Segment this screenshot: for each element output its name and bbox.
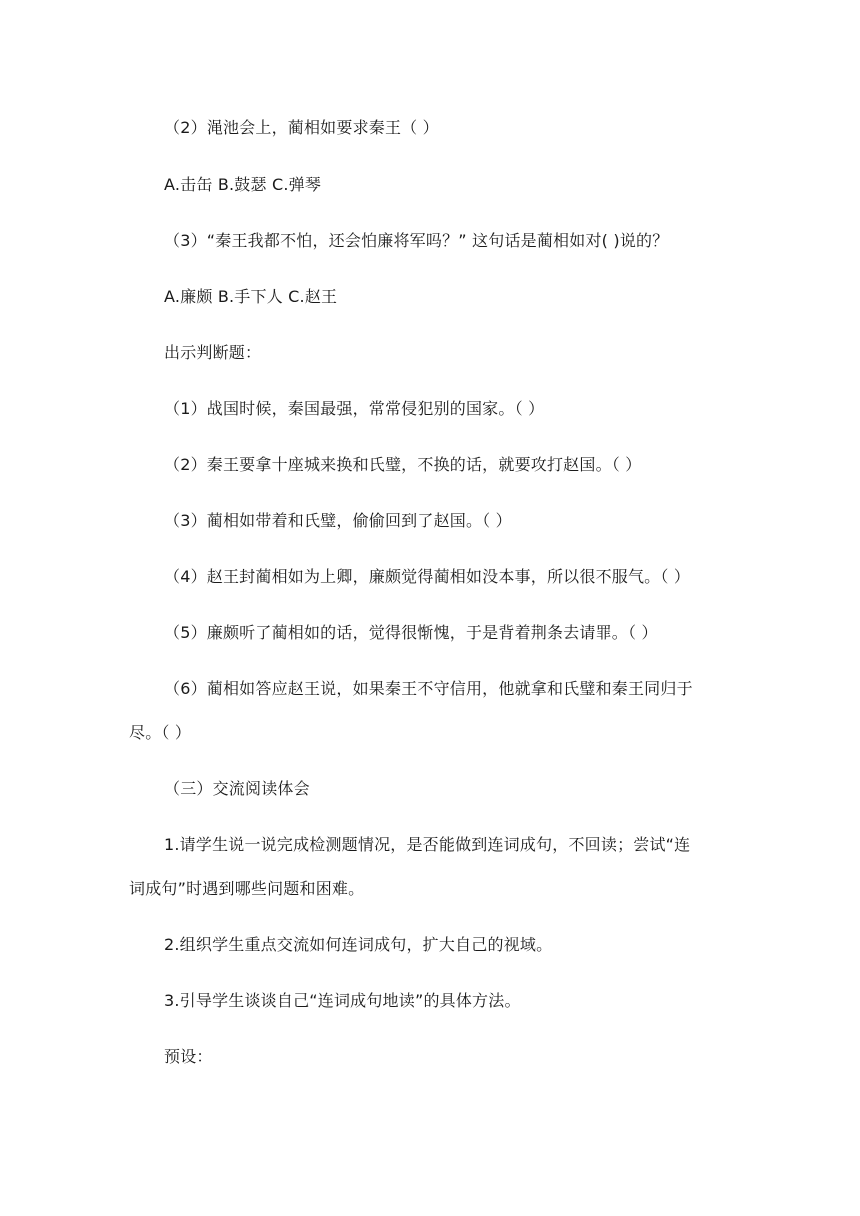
judgment-5: （5）廉颇听了蔺相如的话，觉得很惭愧，于是背着荆条去请罪。（ ） [164,623,658,642]
preset-label: 预设： [164,1047,213,1066]
step-1-line-1: 1.请学生说一说完成检测题情况，是否能做到连词成句，不回读；尝试“连 [164,835,691,854]
judgment-4: （4）赵王封蔺相如为上卿，廉颇觉得蔺相如没本事，所以很不服气。（ ） [164,567,691,586]
section-true-false-heading: 出示判断题： [164,343,262,362]
section-3-heading: （三）交流阅读体会 [164,779,310,798]
judgment-6-line-1: （6）蔺相如答应赵王说，如果秦王不守信用，他就拿和氏璧和秦王同归于 [164,679,693,698]
step-1-line-2: 词成句”时遇到哪些问题和困难。 [129,879,365,898]
question-2-mianchi: （2）渑池会上，蔺相如要求秦王（ ） [164,118,439,137]
question-3-quote: （3）“秦王我都不怕，还会怕廉将军吗？” 这句话是蔺相如对( )说的？ [164,231,669,250]
judgment-3: （3）蔺相如带着和氏璧，偷偷回到了赵国。（ ） [164,511,512,530]
step-2: 2.组织学生重点交流如何连词成句，扩大自己的视域。 [164,935,553,954]
judgment-2: （2）秦王要拿十座城来换和氏璧，不换的话，就要攻打赵国。（ ） [164,455,642,474]
question-2-options: A.击缶 B.鼓瑟 C.弹琴 [164,175,322,194]
judgment-6-line-2: 尽。（ ） [129,723,192,742]
judgment-1: （1）战国时候，秦国最强，常常侵犯别的国家。（ ） [164,399,545,418]
step-3: 3.引导学生谈谈自己“连词成句地读”的具体方法。 [164,991,521,1010]
question-3-options: A.廉颇 B.手下人 C.赵王 [164,287,338,306]
